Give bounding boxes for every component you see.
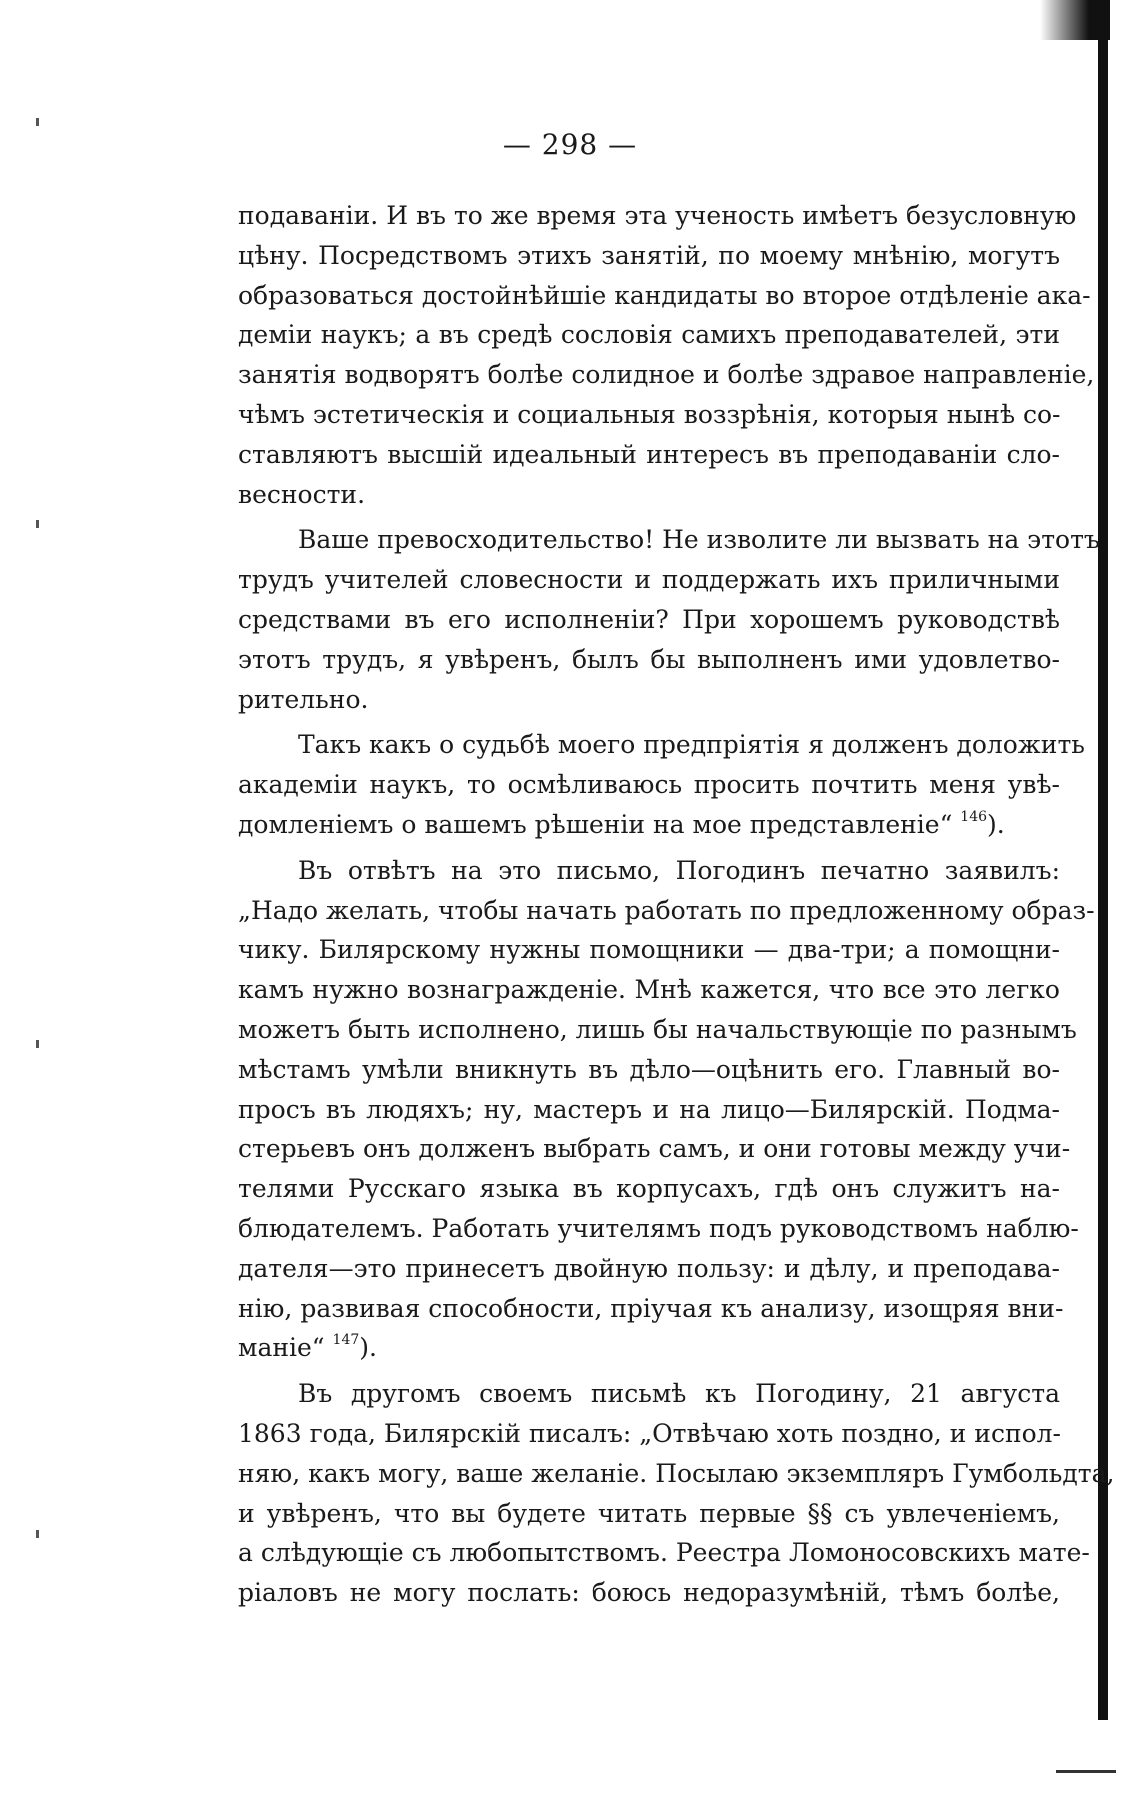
line-text: блюдателемъ. Работать учителямъ подъ руководствомъ наблю- [238, 1213, 1079, 1243]
line-text: стерьевъ онъ долженъ выбрать самъ, и они готовы между учи- [238, 1134, 1071, 1164]
line-text: Въ отвѣтъ на это письмо, Погодинъ печатно заявилъ: [298, 855, 1060, 885]
line-text: „Надо желать, чтобы начать работать по предложенному образ- [238, 895, 1095, 925]
paragraph [238, 1374, 1115, 1613]
text-line [238, 725, 1085, 765]
text-line [238, 1573, 1060, 1613]
text-line [238, 560, 1060, 600]
text-line [238, 196, 1077, 236]
body-text [238, 196, 1115, 1613]
text-line [238, 236, 1060, 276]
line-text: няю, какъ могу, ваше желанiе. Посылаю экземпляръ Гумбольдта, [238, 1458, 1115, 1488]
text-line [238, 891, 1095, 931]
text-line [238, 520, 1100, 560]
line-text: трудъ учителей словесности и поддержать ихъ приличными [238, 565, 1060, 595]
text-line [238, 1414, 1060, 1454]
text-line [238, 1289, 1064, 1329]
text-line [238, 1533, 1090, 1573]
text-line [238, 475, 1060, 515]
footnote-ref: 146 [960, 808, 988, 825]
line-text: рiаловъ не могу послать: боюсь недоразумѣнiй, тѣмъ болѣе, [238, 1578, 1060, 1608]
text-line [238, 1050, 1060, 1090]
text-line [238, 1010, 1077, 1050]
closing-punctuation: ). [359, 1333, 377, 1363]
line-text: просъ въ людяхъ; ну, мастеръ и на лицо—Билярскiй. Подма- [238, 1094, 1060, 1124]
text-line [238, 680, 1060, 720]
text-line [238, 1328, 1060, 1368]
paragraph [238, 725, 1085, 844]
line-text: Въ другомъ своемъ письмѣ къ Погодину, 21 августа [298, 1379, 1060, 1409]
text-line [238, 1169, 1060, 1209]
line-text: подаванiи. И въ то же время эта ученость имѣетъ безусловную [238, 201, 1077, 230]
text-line [238, 276, 1091, 316]
text-line [238, 805, 1060, 845]
text-line [238, 765, 1060, 805]
text-line [238, 851, 1060, 891]
scan-edge-bottom [1056, 1770, 1116, 1773]
text-line [238, 1209, 1079, 1249]
text-line [238, 640, 1060, 680]
text-line [238, 315, 1060, 355]
text-line [238, 1090, 1060, 1130]
line-text: чѣмъ эстетическiя и социальныя воззрѣнiя, которыя нынѣ со- [238, 399, 1061, 429]
line-text: средствами въ его исполненiи? При хорошемъ руководствѣ [238, 604, 1060, 634]
line-text: весности. [238, 479, 366, 509]
line-text: чику. Билярскому нужны помощники — два-три; а помощни- [238, 935, 1060, 965]
line-text: камъ нужно вознагражденiе. Мнѣ кажется, что все это легко [238, 975, 1060, 1005]
margin-mark [36, 1530, 39, 1538]
line-text: академiи наукъ, то осмѣливаюсь просить почтить меня увѣ- [238, 770, 1060, 800]
line-text: Такъ какъ о судьбѣ моего предпрiятiя я долженъ доложить [298, 730, 1085, 760]
text-line [238, 930, 1060, 970]
text-line [238, 1249, 1060, 1289]
line-text: цѣну. Посредствомъ этихъ занятiй, по моему мнѣнiю, могутъ [238, 240, 1060, 270]
text-line [238, 1374, 1060, 1414]
footnote-ref: 147 [332, 1332, 360, 1349]
line-text: и увѣренъ, что вы будете читать первые §§ съ увлеченiемъ, [238, 1498, 1060, 1528]
closing-punctuation: ). [987, 809, 1005, 839]
paragraph [238, 196, 1095, 514]
text-line [238, 1129, 1071, 1169]
line-text: рительно. [238, 684, 369, 714]
paragraph [238, 520, 1100, 719]
text-line [238, 600, 1060, 640]
line-text: можетъ быть исполнено, лишь бы начальствующiе по разнымъ [238, 1014, 1077, 1044]
text-line [238, 1494, 1060, 1534]
line-text: этотъ трудъ, я увѣренъ, былъ бы выполненъ ими удовлетво- [238, 644, 1060, 674]
line-text: Ваше превосходительство! Не изволите ли вызвать на этотъ [298, 525, 1100, 555]
line-text: мѣстамъ умѣли вникнуть въ дѣло—оцѣнить его. Главный во- [238, 1054, 1060, 1084]
line-text: манiе“ [238, 1333, 325, 1363]
text-line [238, 435, 1060, 475]
line-text: нiю, развивая способности, прiучая къ анализу, изощряя вни- [238, 1293, 1064, 1323]
line-text: 1863 года, Билярскiй писалъ: „Отвѣчаю хоть поздно, и испол- [238, 1418, 1061, 1448]
text-line [238, 395, 1060, 435]
line-text: а слѣдующiе съ любопытствомъ. Реестра Ломоносовскихъ мате- [238, 1538, 1090, 1568]
margin-mark [36, 1040, 39, 1048]
margin-mark [36, 520, 39, 528]
text-line [238, 1454, 1115, 1494]
line-text: демiи наукъ; а въ средѣ сословiя самихъ преподавателей, эти [238, 320, 1060, 350]
margin-mark [36, 118, 39, 126]
paragraph [238, 851, 1095, 1368]
line-text: дателя—это принесетъ двойную пользу: и дѣлу, и преподава- [238, 1253, 1060, 1283]
line-text: домленiемъ о вашемъ рѣшенiи на мое представленiе“ [238, 809, 953, 839]
line-text: образоваться достойнѣйшiе кандидаты во второе отдѣленiе ака- [238, 280, 1091, 310]
text-line [238, 970, 1060, 1010]
text-line [238, 355, 1095, 395]
page-number: — 298 — [502, 128, 638, 161]
line-text: ставляютъ высшiй идеальный интересъ въ преподаванiи сло- [238, 439, 1060, 469]
line-text: телями Русскаго языка въ корпусахъ, гдѣ онъ служитъ на- [238, 1174, 1060, 1204]
line-text: занятiя водворятъ болѣе солидное и болѣе здравое направленiе, [238, 360, 1095, 390]
